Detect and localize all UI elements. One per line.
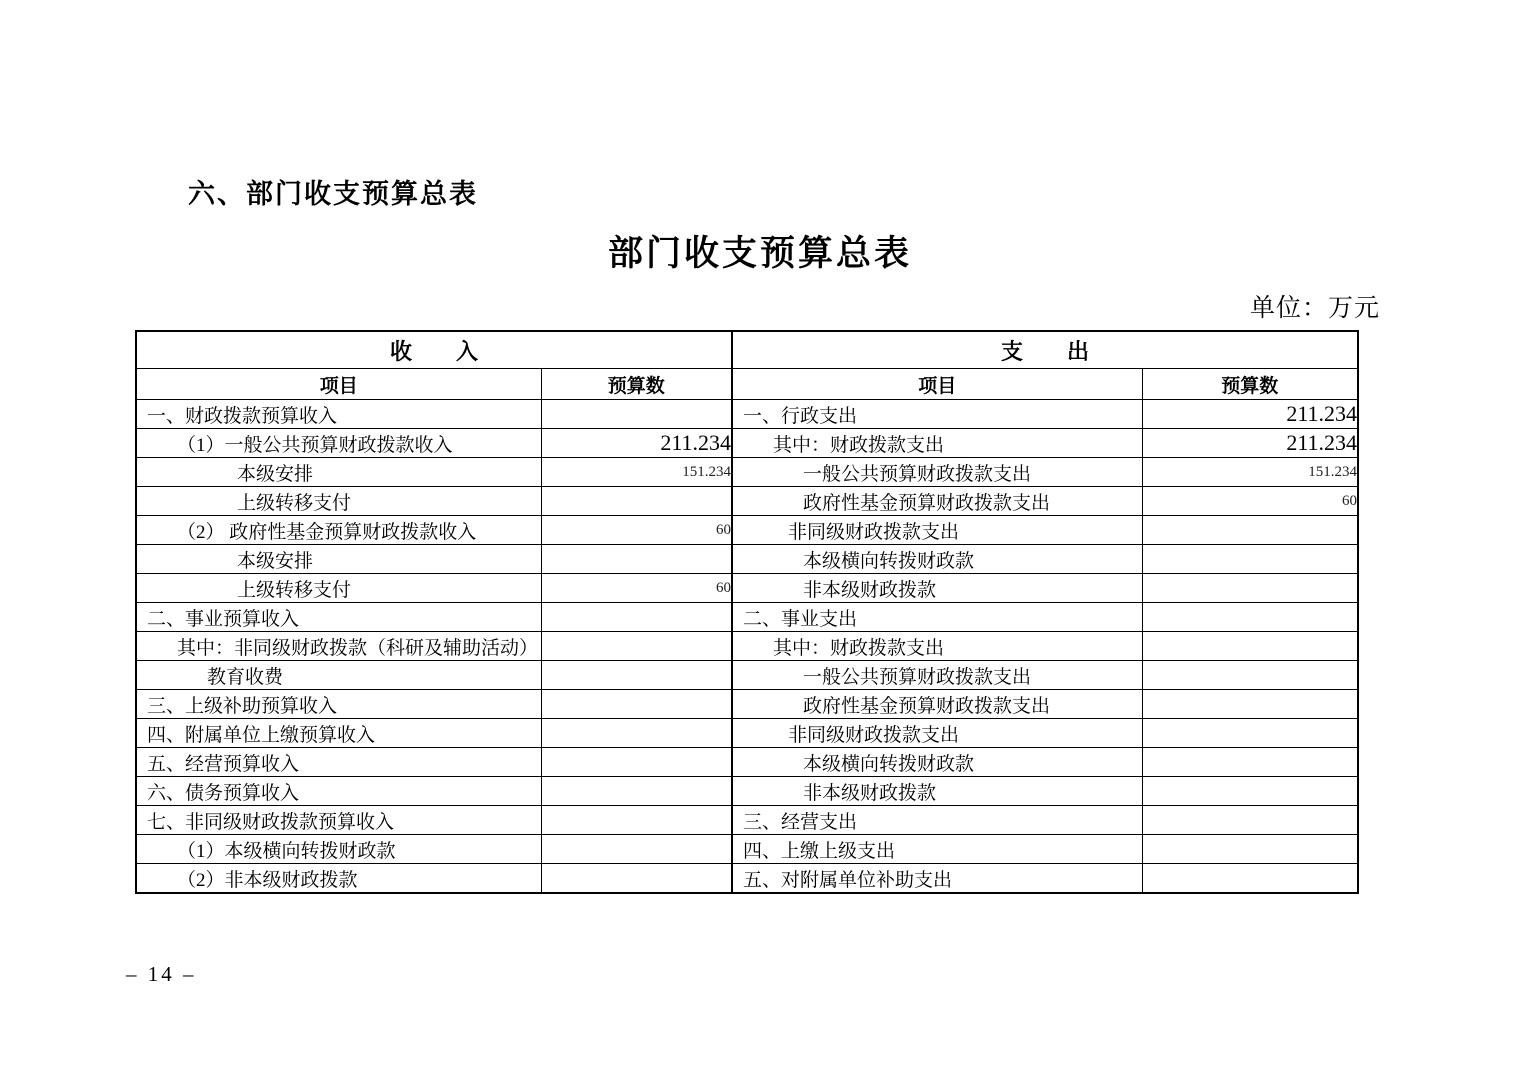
table-row — [136, 777, 1358, 806]
income-item-cell: 二、事业预算收入 — [136, 603, 541, 632]
expenditure-item-cell: 本级横向转拨财政款 — [732, 748, 1142, 777]
income-value-cell: 151.234 — [541, 458, 732, 487]
expenditure-item-column-header: 项目 — [732, 369, 1142, 400]
income-value-cell — [541, 487, 732, 516]
expenditure-value-cell — [1142, 719, 1358, 748]
expenditure-item-cell: 三、经营支出 — [732, 806, 1142, 835]
table-row — [136, 748, 1358, 777]
expenditure-item-cell: 非同级财政拨款支出 — [732, 516, 1142, 545]
expenditure-value-cell — [1142, 632, 1358, 661]
income-item-cell: 其中：非同级财政拨款（科研及辅助活动） — [136, 632, 541, 661]
income-value-cell — [541, 864, 732, 894]
expenditure-item-cell: 本级横向转拨财政款 — [732, 545, 1142, 574]
expenditure-value-cell — [1142, 748, 1358, 777]
expenditure-value-cell — [1142, 777, 1358, 806]
income-item-cell: 五、经营预算收入 — [136, 748, 541, 777]
table-row — [136, 603, 1358, 632]
income-value-cell — [541, 603, 732, 632]
income-value-cell — [541, 661, 732, 690]
table-row — [136, 719, 1358, 748]
income-value-cell — [541, 835, 732, 864]
expenditure-item-cell: 非同级财政拨款支出 — [732, 719, 1142, 748]
expenditure-item-cell: 一、行政支出 — [732, 400, 1142, 429]
income-value-cell — [541, 690, 732, 719]
income-value-cell — [541, 719, 732, 748]
expenditure-item-cell: 其中：财政拨款支出 — [732, 429, 1142, 458]
income-value-cell — [541, 400, 732, 429]
income-item-cell: 教育收费 — [136, 661, 541, 690]
expenditure-item-cell: 五、对附属单位补助支出 — [732, 864, 1142, 894]
table-row — [136, 806, 1358, 835]
expenditure-item-cell: 政府性基金预算财政拨款支出 — [732, 690, 1142, 719]
income-value-cell — [541, 806, 732, 835]
table-row — [136, 864, 1358, 894]
income-item-cell: 六、债务预算收入 — [136, 777, 541, 806]
column-header-row — [136, 369, 1358, 400]
income-group-header: 收 入 — [136, 331, 732, 369]
expenditure-value-cell — [1142, 545, 1358, 574]
expenditure-value-cell — [1142, 864, 1358, 894]
expenditure-value-cell: 211.234 — [1142, 429, 1358, 458]
expenditure-item-cell: 政府性基金预算财政拨款支出 — [732, 487, 1142, 516]
table-header — [136, 331, 1358, 400]
expenditure-value-cell — [1142, 806, 1358, 835]
expenditure-item-cell: 一般公共预算财政拨款支出 — [732, 661, 1142, 690]
income-item-cell: 一、财政拨款预算收入 — [136, 400, 541, 429]
expenditure-item-cell: 其中：财政拨款支出 — [732, 632, 1142, 661]
income-value-cell: 60 — [541, 574, 732, 603]
unit-label: 单位：万元 — [1249, 295, 1380, 322]
expenditure-value-cell — [1142, 603, 1358, 632]
income-item-cell: 上级转移支付 — [136, 574, 541, 603]
expenditure-item-cell: 非本级财政拨款 — [732, 777, 1142, 806]
income-item-cell: （2） 政府性基金预算财政拨款收入 — [136, 516, 541, 545]
income-value-cell — [541, 632, 732, 661]
table-row — [136, 516, 1358, 545]
expenditure-item-cell: 二、事业支出 — [732, 603, 1142, 632]
table-row — [136, 690, 1358, 719]
table-row — [136, 487, 1358, 516]
expenditure-item-cell: 四、上缴上级支出 — [732, 835, 1142, 864]
expenditure-value-cell — [1142, 661, 1358, 690]
income-item-cell: 本级安排 — [136, 545, 541, 574]
income-item-cell: （2）非本级财政拨款 — [136, 864, 541, 894]
table-row — [136, 574, 1358, 603]
page-number: – 14 – — [126, 962, 197, 986]
page-title: 部门收支预算总表 — [607, 233, 912, 274]
expenditure-value-cell: 211.234 — [1142, 400, 1358, 429]
expenditure-item-cell: 一般公共预算财政拨款支出 — [732, 458, 1142, 487]
table-row — [136, 835, 1358, 864]
budget-summary-table — [135, 330, 1359, 894]
expenditure-value-cell: 151.234 — [1142, 458, 1358, 487]
table-row — [136, 429, 1358, 458]
expenditure-value-cell: 60 — [1142, 487, 1358, 516]
income-item-cell: 四、附属单位上缴预算收入 — [136, 719, 541, 748]
income-item-cell: （1）本级横向转拨财政款 — [136, 835, 541, 864]
expenditure-item-cell: 非本级财政拨款 — [732, 574, 1142, 603]
table-row — [136, 661, 1358, 690]
section-heading: 六、部门收支预算总表 — [188, 179, 478, 209]
expenditure-budget-column-header: 预算数 — [1142, 369, 1358, 400]
income-value-cell — [541, 777, 732, 806]
expenditure-value-cell — [1142, 574, 1358, 603]
income-item-cell: （1）一般公共预算财政拨款收入 — [136, 429, 541, 458]
table-row — [136, 400, 1358, 429]
income-item-column-header: 项目 — [136, 369, 541, 400]
income-item-cell: 七、非同级财政拨款预算收入 — [136, 806, 541, 835]
income-item-cell: 本级安排 — [136, 458, 541, 487]
group-header-row — [136, 331, 1358, 369]
income-item-cell: 上级转移支付 — [136, 487, 541, 516]
table-row — [136, 458, 1358, 487]
income-value-cell: 211.234 — [541, 429, 732, 458]
income-value-cell — [541, 545, 732, 574]
expenditure-value-cell — [1142, 516, 1358, 545]
expenditure-value-cell — [1142, 690, 1358, 719]
table-row — [136, 545, 1358, 574]
income-budget-column-header: 预算数 — [541, 369, 732, 400]
income-value-cell — [541, 748, 732, 777]
income-value-cell: 60 — [541, 516, 732, 545]
table-row — [136, 632, 1358, 661]
expenditure-value-cell — [1142, 835, 1358, 864]
expenditure-group-header: 支 出 — [732, 331, 1358, 369]
income-item-cell: 三、上级补助预算收入 — [136, 690, 541, 719]
table-body — [136, 400, 1358, 894]
